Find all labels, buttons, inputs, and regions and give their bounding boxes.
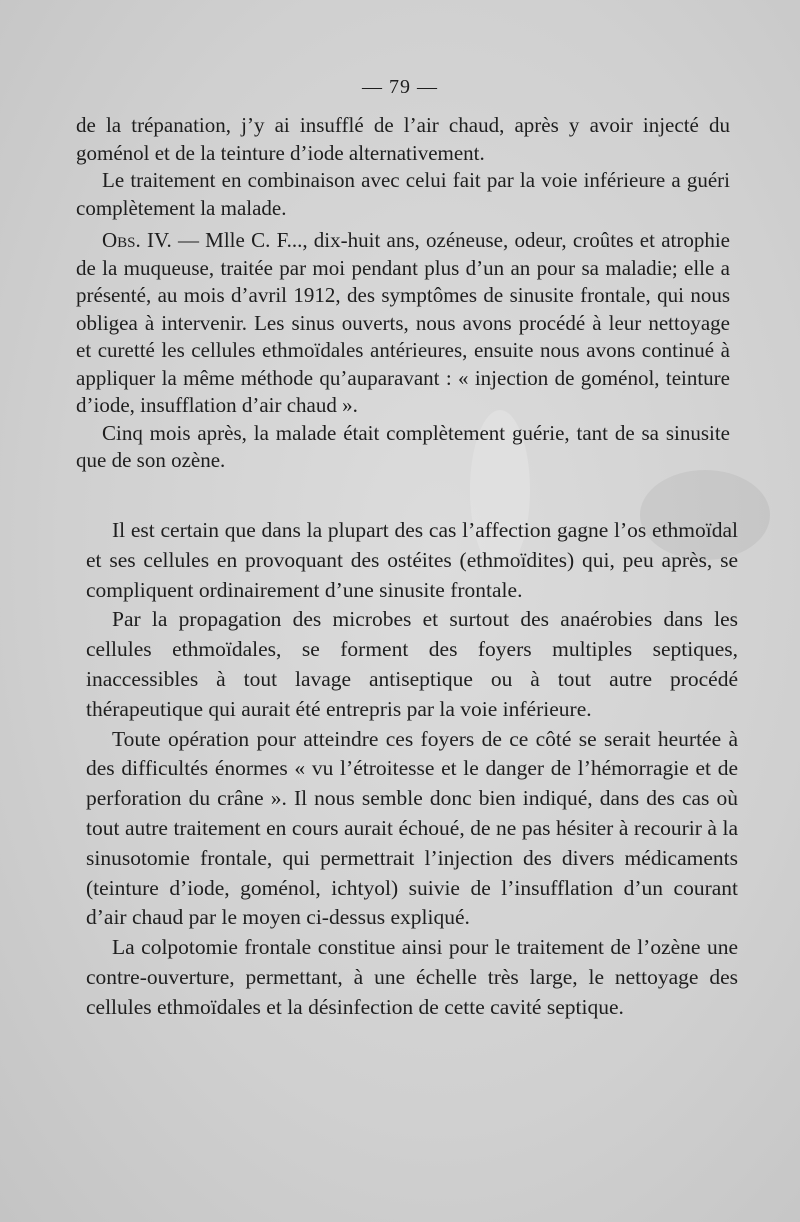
observation-paragraph (76, 227, 730, 420)
paragraph: La colpotomie frontale constitue ainsi pour le traitement de l’ozène une contre-ouverture, permettant, à une échelle très large, le nettoyage des cellules ethmoïdales et la désinfection de cette cavité septique. (86, 935, 738, 1019)
top-block (76, 112, 730, 222)
paragraph: Par la propagation des microbes et surtout des anaérobies dans les cellules ethmoïdales, se forment des foyers multiples septiques, inaccessibles à tout lavage antiseptique ou à tout autre procédé thérapeutique qui aurait été entrepris par la voie inférieure. (86, 607, 738, 721)
paragraph: Le traitement en combinaison avec celui fait par la voie inférieure a guéri complètement la malade. (76, 168, 730, 220)
page-number: — 79 — (362, 76, 438, 98)
paragraph: Cinq mois après, la malade était complètement guérie, tant de sa sinusite que de son ozène. (76, 420, 730, 472)
main-text (86, 516, 738, 1023)
observation-text: — Mlle C. F..., dix-huit ans, ozéneuse, odeur, croûtes et atrophie de la muqueuse, traitée par moi pendant plus d’un an pour sa maladie; elle a présenté, au mois d’avril 1912, des symptômes de sinusite frontale, qui nous obligea à intervenir. Les sinus ouverts, nous avons procédé à leur nettoyage et curetté les cellules ethmoïdales antérieures, ensuite nous avons continué à appliquer la même méthode qu’auparavant : « injection de goménol, teinture d’iode, insufflation d’air chaud ». (76, 228, 730, 417)
paragraph: Toute opération pour atteindre ces foyers de ce côté se serait heurtée à des difficultés énormes « vu l’étroitesse et le danger de l’hémorragie et de perforation du crâne ». Il nous semble donc bien indiqué, dans des cas où tout autre traitement en cours aurait échoué, de ne pas hésiter à recourir à la sinusotomie frontale, qui permettrait l’injection des divers médicaments (teinture d’iode, goménol, ichtyol) suivie de l’insufflation d’un courant d’air chaud par le moyen ci-dessus expliqué. (86, 726, 738, 930)
observation-block (76, 227, 730, 475)
paragraph: de la trépanation, j’y ai insufflé de l’air chaud, après y avoir injecté du goménol et de la teinture d’iode alternativement. (76, 113, 730, 165)
paragraph: Il est certain que dans la plupart des cas l’affection gagne l’os ethmoïdal et ses cellules en provoquant des ostéites (ethmoïdites) qui, peu après, se compliquent ordinairement d’une sinusite frontale. (86, 518, 738, 602)
observation-heading: Obs. IV. (102, 228, 172, 252)
